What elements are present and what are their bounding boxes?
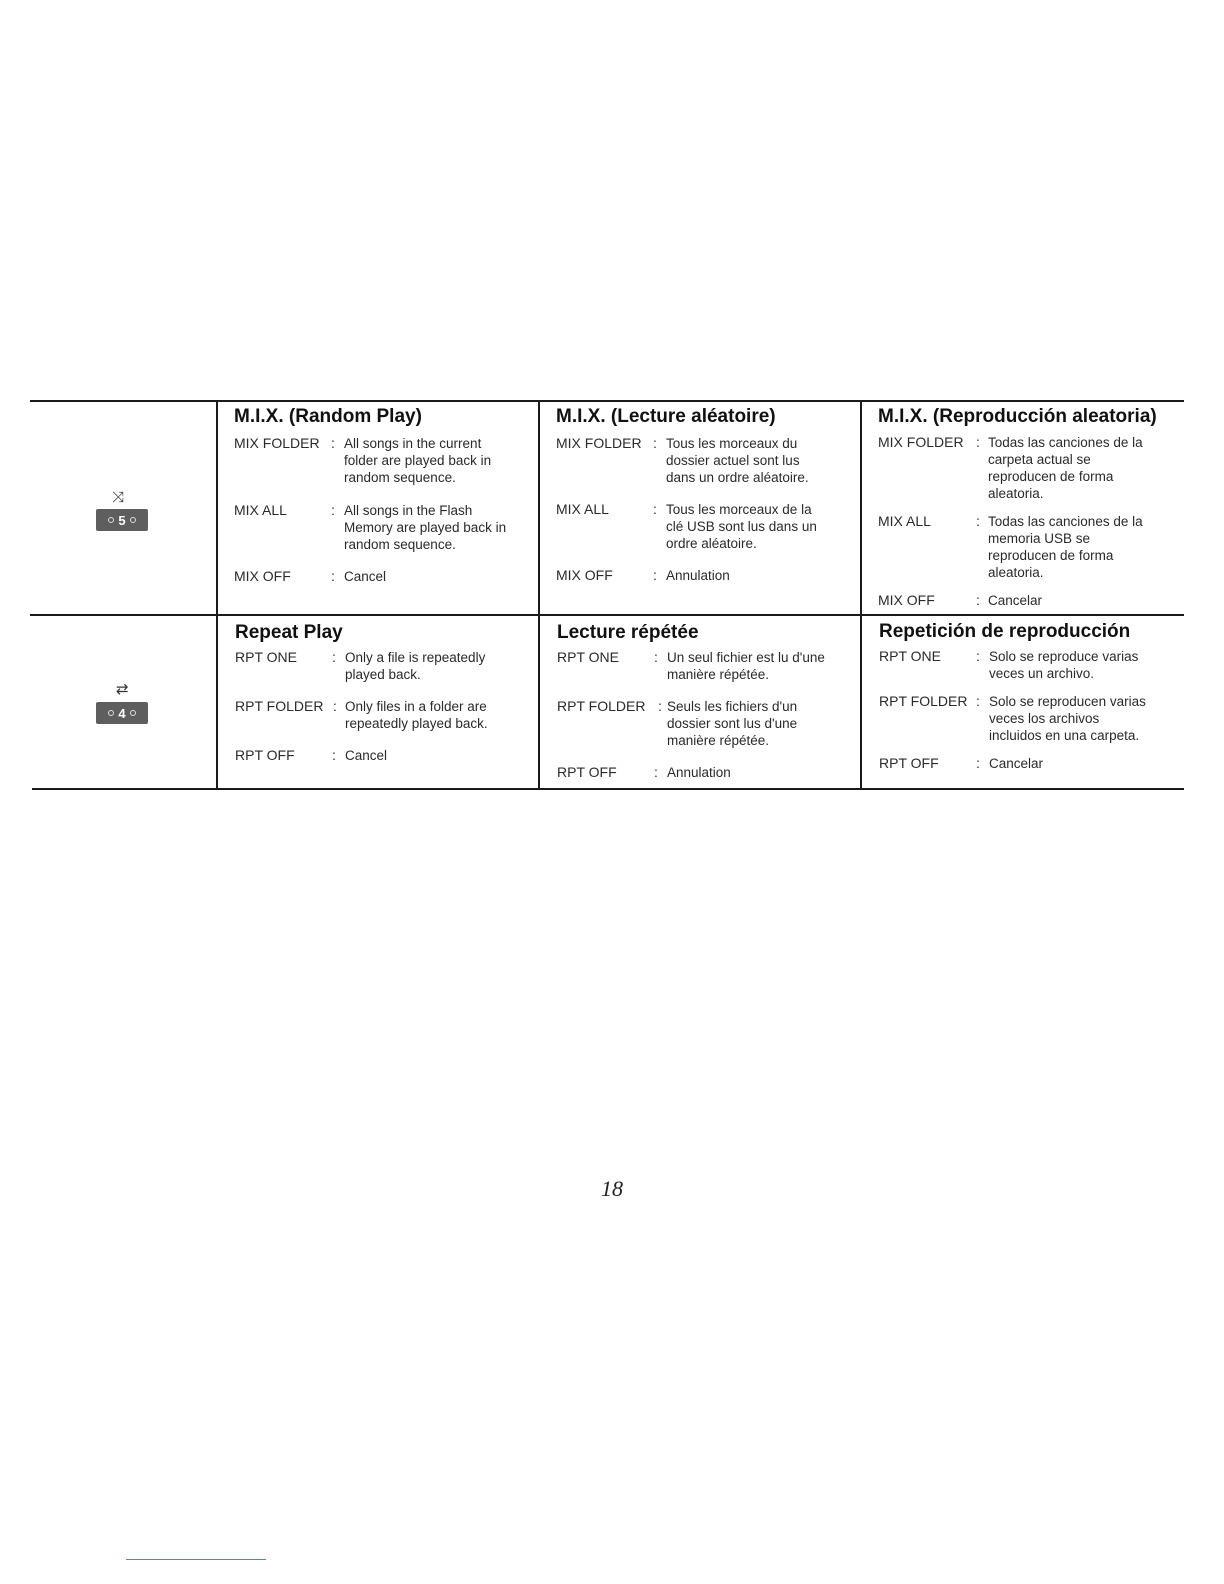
description-line: played back. <box>345 667 421 682</box>
colon: : <box>658 698 662 714</box>
description-line: clé USB sont lus dans un <box>666 519 817 534</box>
colon: : <box>976 693 980 709</box>
colon: : <box>654 649 658 665</box>
description-line: Cancel <box>344 569 387 584</box>
description-line: veces un archivo. <box>989 666 1095 681</box>
option-label: RPT ONE <box>235 649 297 665</box>
column-divider-3 <box>860 400 862 790</box>
option-label: RPT FOLDER <box>557 698 646 714</box>
option-label: MIX FOLDER <box>556 435 642 451</box>
option-description <box>988 434 1143 502</box>
option-description <box>989 693 1146 744</box>
section-title: Lecture répétée <box>557 622 699 643</box>
repeat-english-cell <box>235 622 535 787</box>
option-description <box>666 501 817 552</box>
description-line: All songs in the Flash <box>344 503 473 518</box>
description-line: incluidos en una carpeta. <box>989 728 1140 743</box>
description-line: Memory are played back in <box>344 520 507 535</box>
option-label: RPT OFF <box>879 755 939 771</box>
description-line: memoria USB se <box>988 531 1091 546</box>
description-line: Only a file is repeatedly <box>345 650 486 665</box>
button-dot-icon <box>108 710 114 716</box>
description-line: dossier sont lus d'une <box>667 716 798 731</box>
button-dot-icon <box>108 517 114 523</box>
option-label: MIX FOLDER <box>878 434 964 450</box>
section-title: M.I.X. (Lecture aléatoire) <box>556 406 776 427</box>
colon: : <box>332 747 336 763</box>
description-line: dossier actuel sont lus <box>666 453 800 468</box>
page-number: 18 <box>601 1176 623 1201</box>
button-dot-icon <box>130 710 136 716</box>
option-label: MIX ALL <box>234 502 287 518</box>
option-description <box>344 568 386 585</box>
option-label: RPT FOLDER <box>235 698 324 714</box>
colon: : <box>653 435 657 451</box>
description-line: aleatoria. <box>988 565 1044 580</box>
mix-french-cell <box>556 406 856 611</box>
preset-4-number: 4 <box>118 705 126 721</box>
description-line: Cancelar <box>989 756 1044 771</box>
repeat-spanish-cell <box>879 621 1182 786</box>
option-description <box>988 513 1143 581</box>
description-line: Todas las canciones de la <box>988 514 1143 529</box>
description-line: Todas las canciones de la <box>988 435 1143 450</box>
option-description <box>989 755 1043 772</box>
footer-link-underline <box>126 1559 266 1560</box>
description-line: manière répétée. <box>667 667 770 682</box>
colon: : <box>331 502 335 518</box>
section-title: Repetición de reproducción <box>879 621 1131 642</box>
description-line: ordre aléatoire. <box>666 536 757 551</box>
option-description <box>345 747 387 764</box>
colon: : <box>976 434 980 450</box>
description-line: Seuls les fichiers d'un <box>667 699 798 714</box>
description-line: folder are played back in <box>344 453 492 468</box>
shuffle-icon: ⤨ <box>112 489 125 506</box>
option-label: MIX OFF <box>556 567 613 583</box>
description-line: Annulation <box>667 765 731 780</box>
colon: : <box>653 567 657 583</box>
table-top-rule <box>30 400 1184 402</box>
description-line: aleatoria. <box>988 486 1044 501</box>
description-line: Un seul fichier est lu d'une <box>667 650 825 665</box>
description-line: Annulation <box>666 568 730 583</box>
option-description <box>666 435 809 486</box>
option-label: RPT ONE <box>557 649 619 665</box>
colon: : <box>331 435 335 451</box>
preset-4-button <box>96 702 148 724</box>
description-line: Solo se reproducen varias <box>989 694 1146 709</box>
table-bottom-rule <box>32 788 1184 790</box>
description-line: Cancel <box>345 748 388 763</box>
option-label: RPT FOLDER <box>879 693 968 709</box>
section-title: Repeat Play <box>235 622 343 643</box>
option-description <box>345 649 485 683</box>
colon: : <box>976 648 980 664</box>
description-line: All songs in the current <box>344 436 482 451</box>
preset-5-number: 5 <box>118 512 126 528</box>
colon: : <box>654 764 658 780</box>
table-middle-rule <box>30 614 1184 616</box>
description-line: manière répétée. <box>667 733 770 748</box>
preset-5-button <box>96 509 148 531</box>
colon: : <box>653 501 657 517</box>
colon: : <box>333 698 337 714</box>
description-line: Solo se reproduce varias <box>989 649 1139 664</box>
option-description <box>666 567 730 584</box>
option-description <box>344 435 491 486</box>
option-label: MIX OFF <box>878 592 935 608</box>
option-description <box>989 648 1138 682</box>
section-title: M.I.X. (Reproducción aleatoria) <box>878 406 1157 427</box>
description-line: dans un ordre aléatoire. <box>666 470 809 485</box>
column-divider-2 <box>538 400 540 790</box>
description-line: Tous les morceaux du <box>666 436 798 451</box>
repeat-icon: ⇄ <box>116 681 129 698</box>
column-divider-1 <box>216 400 218 790</box>
option-description <box>988 592 1042 609</box>
option-label: MIX ALL <box>878 513 931 529</box>
description-line: random sequence. <box>344 470 456 485</box>
description-line: random sequence. <box>344 537 456 552</box>
option-label: RPT OFF <box>235 747 295 763</box>
colon: : <box>976 592 980 608</box>
option-label: MIX OFF <box>234 568 291 584</box>
option-label: RPT ONE <box>879 648 941 664</box>
section-title: M.I.X. (Random Play) <box>234 406 422 427</box>
description-line: reproducen de forma <box>988 548 1114 563</box>
option-description <box>667 764 731 781</box>
description-line: repeatedly played back. <box>345 716 488 731</box>
repeat-french-cell <box>557 622 857 787</box>
description-line: carpeta actual se <box>988 452 1091 467</box>
mix-english-cell <box>234 406 534 611</box>
option-label: MIX ALL <box>556 501 609 517</box>
description-line: Only files in a folder are <box>345 699 487 714</box>
description-line: veces los archivos <box>989 711 1100 726</box>
option-description <box>667 698 797 749</box>
option-label: RPT OFF <box>557 764 617 780</box>
description-line: reproducen de forma <box>988 469 1114 484</box>
option-description <box>344 502 506 553</box>
colon: : <box>332 649 336 665</box>
mix-spanish-cell <box>878 406 1182 611</box>
colon: : <box>976 755 980 771</box>
colon: : <box>331 568 335 584</box>
button-dot-icon <box>130 517 136 523</box>
description-line: Tous les morceaux de la <box>666 502 812 517</box>
description-line: Cancelar <box>988 593 1043 608</box>
option-description <box>667 649 825 683</box>
option-label: MIX FOLDER <box>234 435 320 451</box>
colon: : <box>976 513 980 529</box>
option-description <box>345 698 488 732</box>
